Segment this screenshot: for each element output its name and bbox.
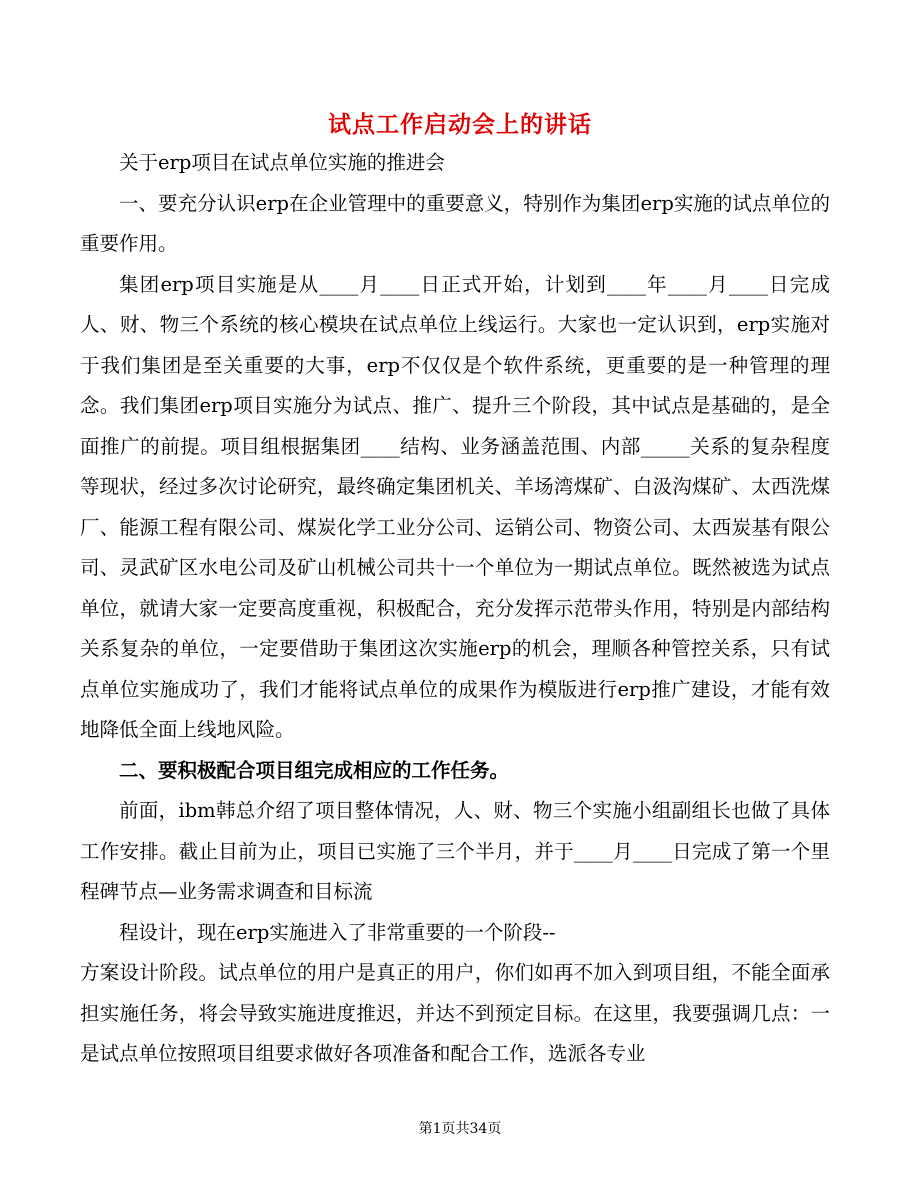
paragraph-body-4: 方案设计阶段。试点单位的用户是真正的用户，你们如再不加入到项目组，不能全面承担实施任务，将会导致实施进度推迟，并达不到预定目标。在这里，我要强调几点：一是试点单位按照项目组要求做好各项准备和配合工作，选派各专业	[80, 961, 830, 1065]
paragraph-body-1: 集团erp项目实施是从____月____日正式开始，计划到____年____月____日完成人、财、物三个系统的核心模块在试点单位上线运行。大家也一定认识到，erp实施对于我们集团是至关重要的大事，erp不仅仅是个软件系统，更重要的是一种管理的理念。我们集团erp项目实施分为试点、推广、提升三个阶段，其中试点是基础的，是全面推广的前提。项目组根据集团____结构、业务涵盖范围、内部_____关系的复杂程度等现状，经过多次讨论研究，最终确定集团机关、羊场湾煤矿、白汲沟煤矿、太西洗煤厂、能源工程有限公司、煤炭化学工业分公司、运销公司、物资公司、太西炭基有限公司、灵武矿区水电公司及矿山机械公司共十一个单位为一期试点单位。既然被选为试点单位，就请大家一定要高度重视，积极配合，充分发挥示范带头作用，特别是内部结构关系复杂的单位，一定要借助于集团这次实施erp的机会，理顺各种管控关系，只有试点单位实施成功了，我们才能将试点单位的成果作为模版进行erp推广建设，才能有效地降低全面上线地风险。	[80, 272, 830, 741]
paragraph-section-1-heading: 一、要充分认识erp在企业管理中的重要意义，特别作为集团erp实施的试点单位的重要作用。	[80, 191, 830, 255]
paragraph-body-3: 程设计，现在erp实施进入了非常重要的一个阶段--	[119, 920, 556, 944]
document-body	[80, 143, 830, 1075]
paragraph-section-2-heading: 二、要积极配合项目组完成相应的工作任务。	[119, 758, 510, 782]
document-title: 试点工作启动会上的讲话	[328, 111, 592, 138]
page-number-footer: 第1页共34页	[418, 1121, 502, 1137]
paragraph-body-2: 前面，ibm韩总介绍了项目整体情况，人、财、物三个实施小组副组长也做了具体工作安排。截止目前为止，项目已实施了三个半月，并于____月____日完成了第一个里程碑节点—业务需求调查和目标流	[80, 799, 830, 903]
paragraph-subtitle: 关于erp项目在试点单位实施的推进会	[119, 151, 445, 174]
